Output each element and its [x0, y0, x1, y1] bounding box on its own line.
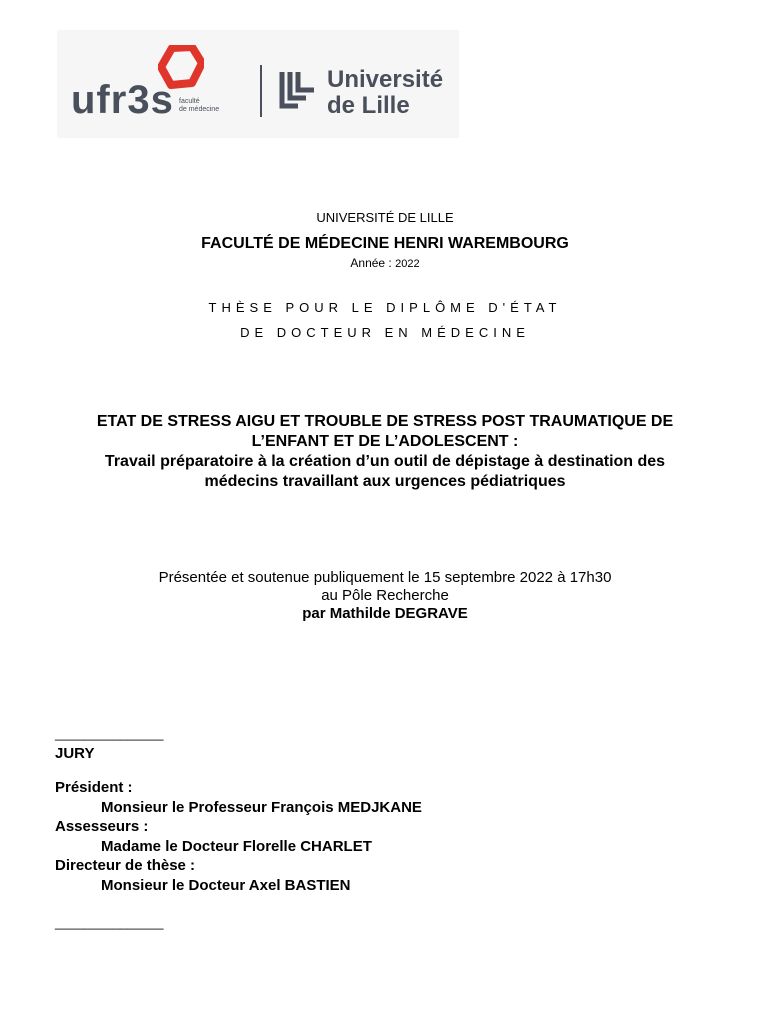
ufr3s-subtitle-line1: faculté: [179, 98, 200, 105]
header-logos: [57, 30, 459, 138]
presentation-author: par Mathilde DEGRAVE: [302, 605, 468, 622]
directeur-name: Monsieur le Docteur Axel BASTIEN: [101, 876, 351, 894]
president-name: Monsieur le Professeur François MEDJKANE: [101, 798, 422, 816]
presentation-place: au Pôle Recherche: [321, 587, 449, 604]
ufr3s-subtitle: [179, 98, 219, 114]
hexagon-logo-icon: [158, 45, 204, 89]
logo-separator: [260, 65, 262, 117]
ufr3s-logo-text: ufr3s: [71, 78, 174, 122]
year-label: Année :: [350, 256, 392, 270]
thesis-title-line4: médecins travaillant aux urgences pédiatriques: [204, 473, 566, 490]
universite-de-lille-logo-text: [327, 67, 443, 119]
thesis-title: [0, 412, 770, 492]
thesis-title-line3: Travail préparatoire à la création d’un outil de dépistage à destination des: [104, 453, 666, 470]
logo-univ-line1: Université: [327, 66, 444, 93]
thesis-title-line1: ETAT DE STRESS AIGU ET TROUBLE DE STRESS POST TRAUMATIQUE DE: [96, 413, 674, 430]
assesseurs-label: Assesseurs :: [55, 818, 149, 835]
presentation-date: Présentée et soutenue publiquement le 15 septembre 2022 à 17h30: [158, 569, 612, 586]
year-value: 2022: [395, 258, 420, 270]
jury-bottom-rule: _______________: [55, 915, 164, 930]
ufr3s-subtitle-line2: de médecine: [179, 106, 220, 113]
year-line: [0, 256, 770, 270]
lille-ll-logo-icon: [278, 70, 320, 110]
jury-members: [55, 778, 422, 895]
thesis-title-line2: L’ENFANT ET DE L’ADOLESCENT :: [251, 433, 519, 450]
presentation-block: [0, 569, 770, 623]
directeur-label: Directeur de thèse :: [55, 857, 196, 874]
assesseur-name: Madame le Docteur Florelle CHARLET: [101, 837, 372, 855]
faculty-name: FACULTÉ DE MÉDECINE HENRI WAREMBOURG: [201, 235, 569, 252]
these-line1: THÈSE POUR LE DIPLÔME D'ÉTAT: [208, 300, 562, 315]
these-line2: DE DOCTEUR EN MÉDECINE: [240, 325, 530, 340]
president-label: Président :: [55, 779, 133, 796]
jury-heading: JURY: [55, 745, 95, 762]
jury-top-rule: _______________: [55, 726, 164, 741]
logo-univ-line2: de Lille: [327, 92, 410, 119]
university-name: UNIVERSITÉ DE LILLE: [316, 210, 454, 225]
